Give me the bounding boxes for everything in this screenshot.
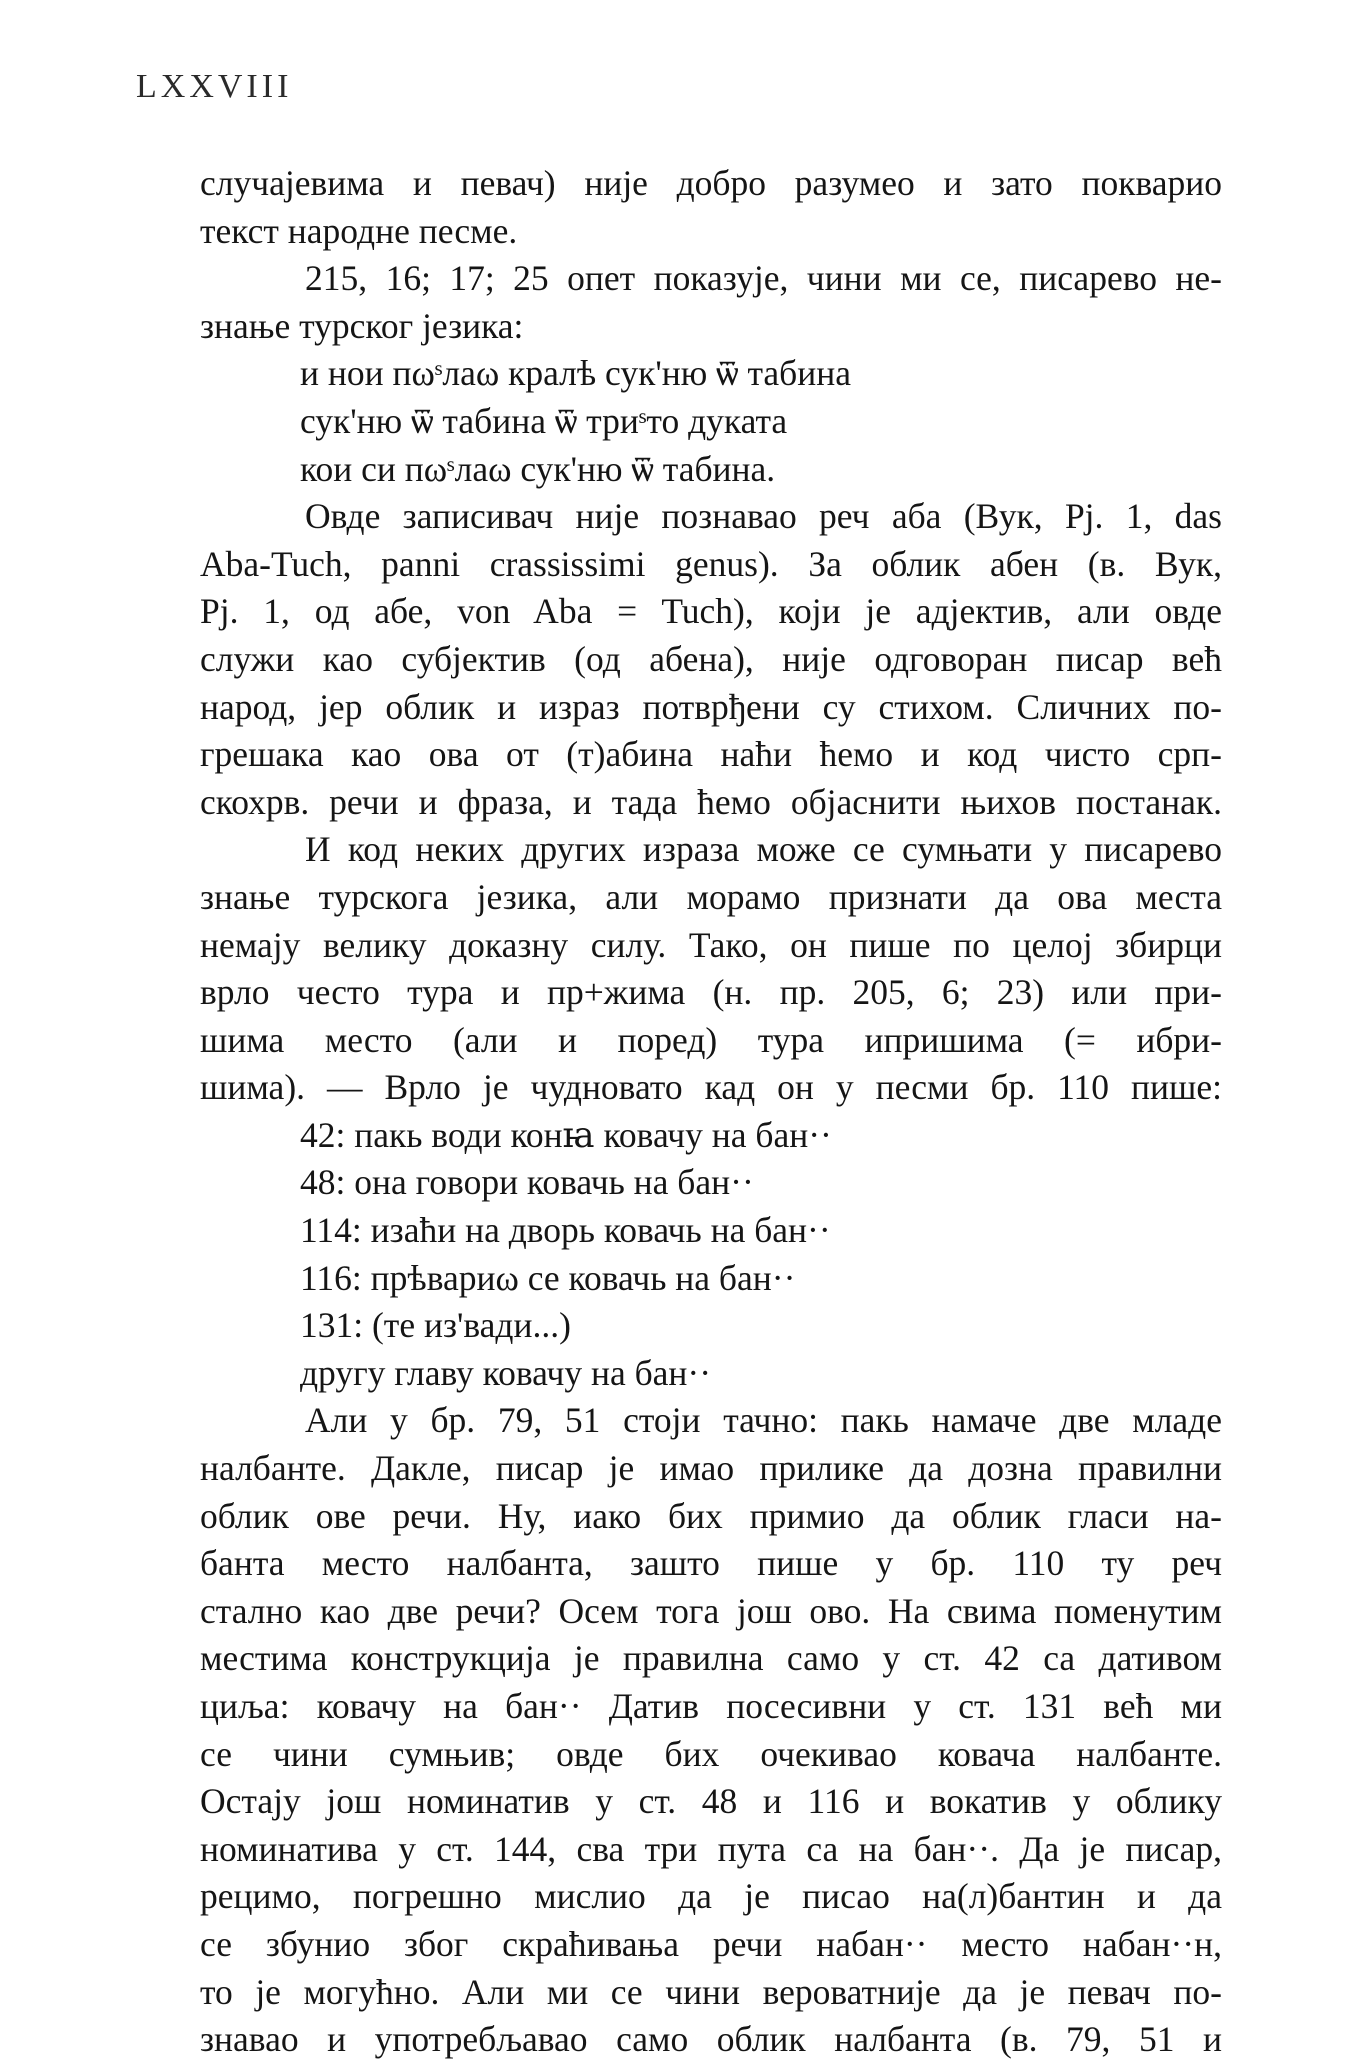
text-line: народ, јер облик и израз потврђени су стихом. Сличних по- — [200, 686, 1222, 727]
text-line: шима). — Врло је чудновато кад он у песми бр. 110 пише: — [200, 1067, 1222, 1108]
text-line: служи као субјектив (од абена), није одговоран писар већ — [200, 638, 1222, 679]
text-line: 48: онa говори ковачь на бан·· — [300, 1162, 754, 1203]
text-line: и нои пωˢлаω кралѣ сук'ню ѿ табина — [300, 353, 851, 394]
text-line: Али у бр. 79, 51 стоји тачно: пакь намаче две младе — [305, 1400, 1222, 1441]
text-line: шима место (али и поред) тура ипришима (= ибри- — [200, 1019, 1222, 1060]
text-line: номинатива у ст. 144, сва три пута са на бан··. Да је писар, — [200, 1828, 1222, 1869]
text-line: 215, 16; 17; 25 опет показује, чини ми се, писарево не- — [305, 258, 1222, 299]
text-line: се чини сумњив; овде бих очекивао ковача налбанте. — [200, 1733, 1222, 1774]
text-line: 131: (те из'вади...) — [300, 1305, 571, 1346]
page-number: LXXVIII — [136, 68, 293, 105]
text-line: сук'ню ѿ табина ѿ триˢто дуката — [300, 400, 788, 441]
text-line: се збунио због скраћивања речи набан·· место набан··н, — [200, 1923, 1222, 1964]
text-line: знање турског језика: — [200, 305, 524, 346]
text-line: рецимо, погрешно мислио да је писао на(л)бантин и да — [200, 1876, 1222, 1917]
text-line: грешака као ова от (т)абина наћи ћемо и код чисто срп- — [200, 734, 1222, 775]
body-text — [200, 160, 1222, 2064]
text-line: скохрв. речи и фраза, и тада ћемо објаснити њихов постанак. — [200, 781, 1222, 822]
text-line: Aba-Tuch, panni crassissimi genus). За облик абен (в. Вук, — [200, 543, 1222, 584]
text-line: 116: прѣвариω се ковачь на бан·· — [300, 1257, 796, 1298]
text-line: врло често тура и пр+жима (н. пр. 205, 6; 23) или при- — [200, 972, 1222, 1013]
text-line: местима конструкција је правилна само у ст. 42 са дативом — [200, 1638, 1222, 1679]
text-line: то је могућно. Али ми се чини вероватније да је певач по- — [200, 1971, 1222, 2012]
text-line: другу главу ковачу на бан·· — [300, 1352, 712, 1393]
text-line: 42: пакь води конꙗ ковачу на бан·· — [300, 1114, 832, 1155]
text-line: немају велику доказну силу. Тако, он пише по целој збирци — [200, 924, 1222, 965]
text-line: текст народне песме. — [200, 210, 518, 251]
text-line: кои си пωˢлаω сук'ню ѿ табина. — [300, 448, 776, 489]
text-line: 114: изаћи на дворь ковачь на бан·· — [300, 1210, 831, 1251]
text-line: И код неких других израза може се сумњати у писарево — [305, 829, 1222, 870]
text-line: облик ове речи. Ну, иако бих примио да облик гласи на- — [200, 1495, 1222, 1536]
text-line: знање турскога језика, али морамо признати да ова места — [200, 876, 1222, 917]
text-line: Овде записивач није познавао реч аба (Вук, Рј. 1, das — [305, 496, 1222, 537]
text-line: стално као две речи? Осем тога још ово. На свима поменутим — [200, 1590, 1222, 1631]
text-line: банта место налбанта, зашто пише у бр. 110 ту реч — [200, 1543, 1222, 1584]
text-line: Остају још номинатив у ст. 48 и 116 и вокатив у облику — [200, 1781, 1222, 1822]
text-line: циља: ковачу на бан·· Датив посесивни у ст. 131 већ ми — [200, 1686, 1222, 1726]
text-line: налбанте. Дакле, писар је имао прилике да дозна правилни — [200, 1448, 1222, 1489]
text-line: знавао и употребљавао само облик налбанта (в. 79, 51 и — [200, 2019, 1222, 2060]
text-line: случајевима и певач) није добро разумео и зато покварио — [200, 163, 1222, 203]
text-line: Рј. 1, од абе, von Aba = Tuch), који је адјектив, али овде — [200, 591, 1222, 632]
